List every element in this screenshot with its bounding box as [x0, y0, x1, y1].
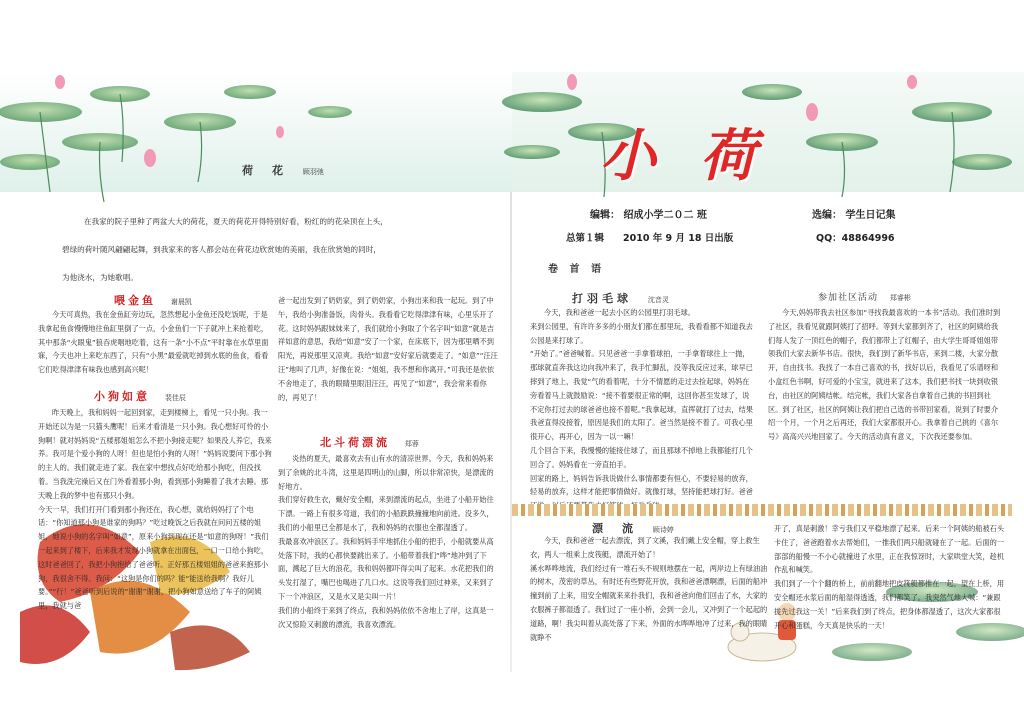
selection-line [812, 206, 895, 221]
article-author: 郑睿彬 [889, 294, 911, 302]
article-title-text: 北斗荷漂流 [320, 436, 390, 449]
qq-number: QQ：48864996 [816, 233, 895, 244]
right-page [512, 72, 1024, 672]
article-author: 顾诗婷 [652, 526, 674, 534]
selection-label: 选编： [812, 210, 842, 221]
decorative-border [512, 504, 1012, 516]
poem-author: 顾羽弛 [302, 168, 324, 176]
article-author: 沈音灵 [647, 296, 669, 304]
article-paragraph: 爸一起出发到了奶奶家，到了奶奶家，小狗出来和我一起玩。到了中午，我给小狗准备饭，肉骨头。我看看它吃得津津有味，心里乐开了花。这时妈妈跟妹妹来了，我们就给小狗取了个名字叫“如意”就是吉祥如意的意思，我给“如意”安了一个家，在床底下，因为那里晒不到阳光，再说那里又凉爽。我给“如意”安好家后就要走了。“如意”“汪汪汪”地叫了几声，好像在说：“姐姐，我不想和你离开。”可我还是依依不舍地走了，我的眼睛里眼泪汪汪，再见了“如意”，我会常来看你的，再见了！ [278, 296, 498, 402]
article-badminton-title [572, 290, 669, 306]
left-page [0, 72, 512, 672]
poem-line: 碧绿的荷叶随风翩翩起舞，到我家来的客人都会站在荷花边欣赏她的美丽，我在欣赏她的同时， [62, 245, 381, 254]
article-drifting-body: 今天，我和爸爸一起去漂流，到了文溪，我们戴上安全帽，穿上救生衣，两人一组乘上皮筏艇，漂流开始了！ 溪水哗哗地流，我们经过有一堆石头不规则地摆在一起，两岸边上有绿油油的树木，茂密的草丛，有时还有些野花开放，我和爸爸漂啊漂，后面的船冲撞到前了上来，用安全帽就来来扑我们，我和爸爸向他们回击了水，大家的衣服裤子都湿透了。我们过了一座小桥，会到一会儿，又冲到了一个起起的道路，啊！我尖叫着从高处落了下来，外面的水哗哗地冲了过来，我的眼睛就睁不 [530, 536, 768, 642]
article-puppy-title [94, 388, 186, 404]
poem-line: 在我家的院子里种了两盆大大的荷花，夏天的荷花开得特别好看，粉红的的花朵顶在上头， [84, 217, 388, 226]
article-community-body [768, 306, 1004, 502]
article-puppy-continued [278, 294, 500, 420]
newspaper-title: 小荷 [600, 123, 800, 189]
article-title-text: 打羽毛球 [572, 292, 632, 305]
article-puppy-body: 昨天晚上，我和妈妈一起回到家，走到楼梯上，看见一只小狗。我一开始还以为是一只猫头鹰呢！后来才看清是一只小狗。我心想好可怜的小狗啊！就对妈妈说“五楼那姐姐怎么不把小狗接走呢？如果没人养它，我来养。我可是个爱小狗的人呀！但也是怕小狗的人呀！”妈妈说要问下那小狗的主人的。我们就走进了家。我在家中想找点好吃给那小狗吃，但没找着。当我洗完澡后又在门外看着那小狗，看到那小狗睡着了我才去睡。那天晚上我的梦中也有那只小狗。 今天一早，我们打开门看到那小狗还在，我心想，就给妈妈打了个电话：“你知道那小狗是谁家的狗吗？”吃过晚饭之后我就在问问五楼的姐姐，她说小狗的名字叫“如意”，原来小狗到现在还是“如意的狗呀！”我们一起来到了楼下，后来我才发现小狗就拿在出面包，一口一口给小狗吃，这时爸爸回了，我把小狗抱给了爸爸听。正好那五楼姐姐的爸爸来抱那小狗，我很舍不得。我问：“这狗是你们的吗？能“能送给我啊？我好儿要。”“行！”爸爸听到后说的“谢谢”谢谢，把小狗如意送给了车子的阿姨里，我就与爸 [38, 408, 272, 611]
article-community-title [818, 290, 911, 303]
article-title-text: 漂 流 [592, 522, 637, 535]
article-badminton-body: 今天，我和爸爸一起去小区的公园里打羽毛球。 来到公园里，有许许多多的小朋友们都在那里玩，我看看都不知道我去公园是来打球了。 “开始了。”爸爸喊着。只见爸爸一手拿着球拍，一手拿着球往上一抛，那球就直奔我这边向我冲来了，我手忙脚乱，没等我反应过来，球早已摔到了地上，我觉“气的看着呢，十分不情愿的走过去捡起球，妈妈在旁看着马上就鼓励说：“接不着要很正常的啊，这回你甚至发球了，说不定你打过去的球爸爸也接不着呢。”我拿起球，直挥就打了过去，结果我爸直得没接着，原因是我们的太阳了。爸当然是接不着了。可我心里很开心，再开心，因为一以一嘛！ 几个回合下来，我慢慢的能接住球了，而且那球不掉地上我都能打几个回合了。妈妈看在一旁直拍手。 回家的路上，妈妈告诉我说做什么事情都要有恒心，不要轻易的放弃，轻易的放弃，这样才能把事情做好。就像打球，坚持能把球打好。爸爸 [530, 308, 753, 497]
editor-value: 绍成小学二０二 班 [623, 210, 707, 221]
article-author: 谢晨凯 [170, 298, 192, 306]
article-drifting-continued: 开了，真是刺激！幸亏我们又平稳地漂了起来。后来一个阿姨的船被石头卡住了，爸爸跑着水去帮她们，一推我们两只船就碰在了一起。后面的一部部的船慢一不小心就撞进了水里，正在我惊讶时，大家哄堂大笑，趁机作乱和喊笑。 我们到了一个个翻的桥上，前前翻地把皮筏艇都推在一起，望在上桥，用安全帽还水浆后面的船湿得透透，我们都笑了。我突然气地大喊：“兼跟拢先过我这一关！”后来我们到了终点，把身体都湿透了，这次大家都很开心和蛋糕，今天真是快乐的一天！ [774, 524, 1005, 630]
editor-line [590, 206, 707, 221]
editor-label: 编辑： [590, 210, 620, 221]
article-rafting-body: 炎热的夏天，最喜欢去有山有水的清凉世界。今天，我和妈妈来到了余姚的北斗湾，这里是四明山的山脚，所以非常凉快，是漂流的好地方。 我们穿好救生衣，戴好安全帽，来到漂流的起点，坐进了小船开始往下漂。一路上有很多弯道，我们的小船跌跌撞撞地向前进。没多久，我们的小船里已全都是水了，我和妈妈的衣服也全都湿透了。 我最喜欢冲浪区了。我和妈妈手牢地抓住小船的把手，小船就要从高处落下时，我的心都快要跳出来了。小船带着我们“哗”地冲到了下面，溅起了巨大的浪花，我和妈妈都吓得尖叫了起来。水花把我们的头发打湿了，嘴巴也喝进了几口水。这说等我们回过神来，又来到了下一个冲浪区，又是水又是尖叫一片！ 我们的小船终于来到了终点，我和妈妈依依不舍地上了岸，这真是一次又惊险又刺激的漂流，我喜欢漂流。 [278, 454, 494, 629]
article-paragraph: 今天,妈妈带我去社区参加“寻找我最喜欢的一本书”活动。我们准时到了社区，我看见就跟阿姨打了招呼。等到大家都到齐了，社区的阿姨给我们每人发了一顶红色的帽子，我们都带上了红帽子，由大学生哥哥姐姐带领我们大家去新华书店。很快，我们到了新华书店，来到二楼，大家分散开，自由找书。我找了一本自己喜欢的书，找好以后，我看见了乐谱呀和小盒红色书啊，好可爱的小宝宝，就进来了这本，我们把书找一块到收银台，由社区的阿姨结帐。结完帐，我们大家各自拿着自己挑的书回到社区。到了社区，社区的阿姨让我们把自己选的书带回家看，说到了时要介绍一个月，一个月之后再还，我们大家都很开心。我拿着自己挑的《喜尔号》高高兴兴地回家了。今天的活动真有意义，下次我还要参加。 [768, 308, 1001, 442]
poem-title-text: 荷 花 [242, 164, 287, 177]
article-paragraph: 今天可真热，我在金鱼缸旁边玩，忽然想起小金鱼还没吃饭呢，于是我拿起鱼食慢慢地往鱼缸里倒了一点，小金鱼们一下子就冲上来抢着吃，其中那条“火眼鬼”狼吞虎咽地吃着，这有一条“小不点”平时靠在水草里面寐，今天也冲上来吃东西了，只有“小黑”最爱就吃掉到水底的鱼食，看看它们吃得津津有味我也感到高兴呢！ [38, 310, 269, 375]
selection-value: 学生日记集 [845, 210, 896, 221]
article-title-text: 喂金鱼 [114, 294, 156, 307]
poem-title [242, 162, 324, 178]
poem-line: 为他浇水，为她歌唱。 [62, 273, 138, 282]
issue-info: 总第１辑 2010 年 9 月 18 日出版 [566, 233, 734, 244]
article-rafting-title [320, 434, 419, 450]
article-goldfish-body [38, 308, 272, 377]
article-author: 裴佳辰 [164, 394, 186, 402]
poem-body [62, 208, 482, 292]
article-author: 郑蓉 [404, 440, 419, 448]
preface-heading: 卷 首 语 [548, 264, 605, 275]
article-title-text: 参加社区活动 [818, 293, 879, 303]
article-title-text: 小狗如意 [94, 390, 150, 403]
article-goldfish-title [114, 292, 192, 308]
